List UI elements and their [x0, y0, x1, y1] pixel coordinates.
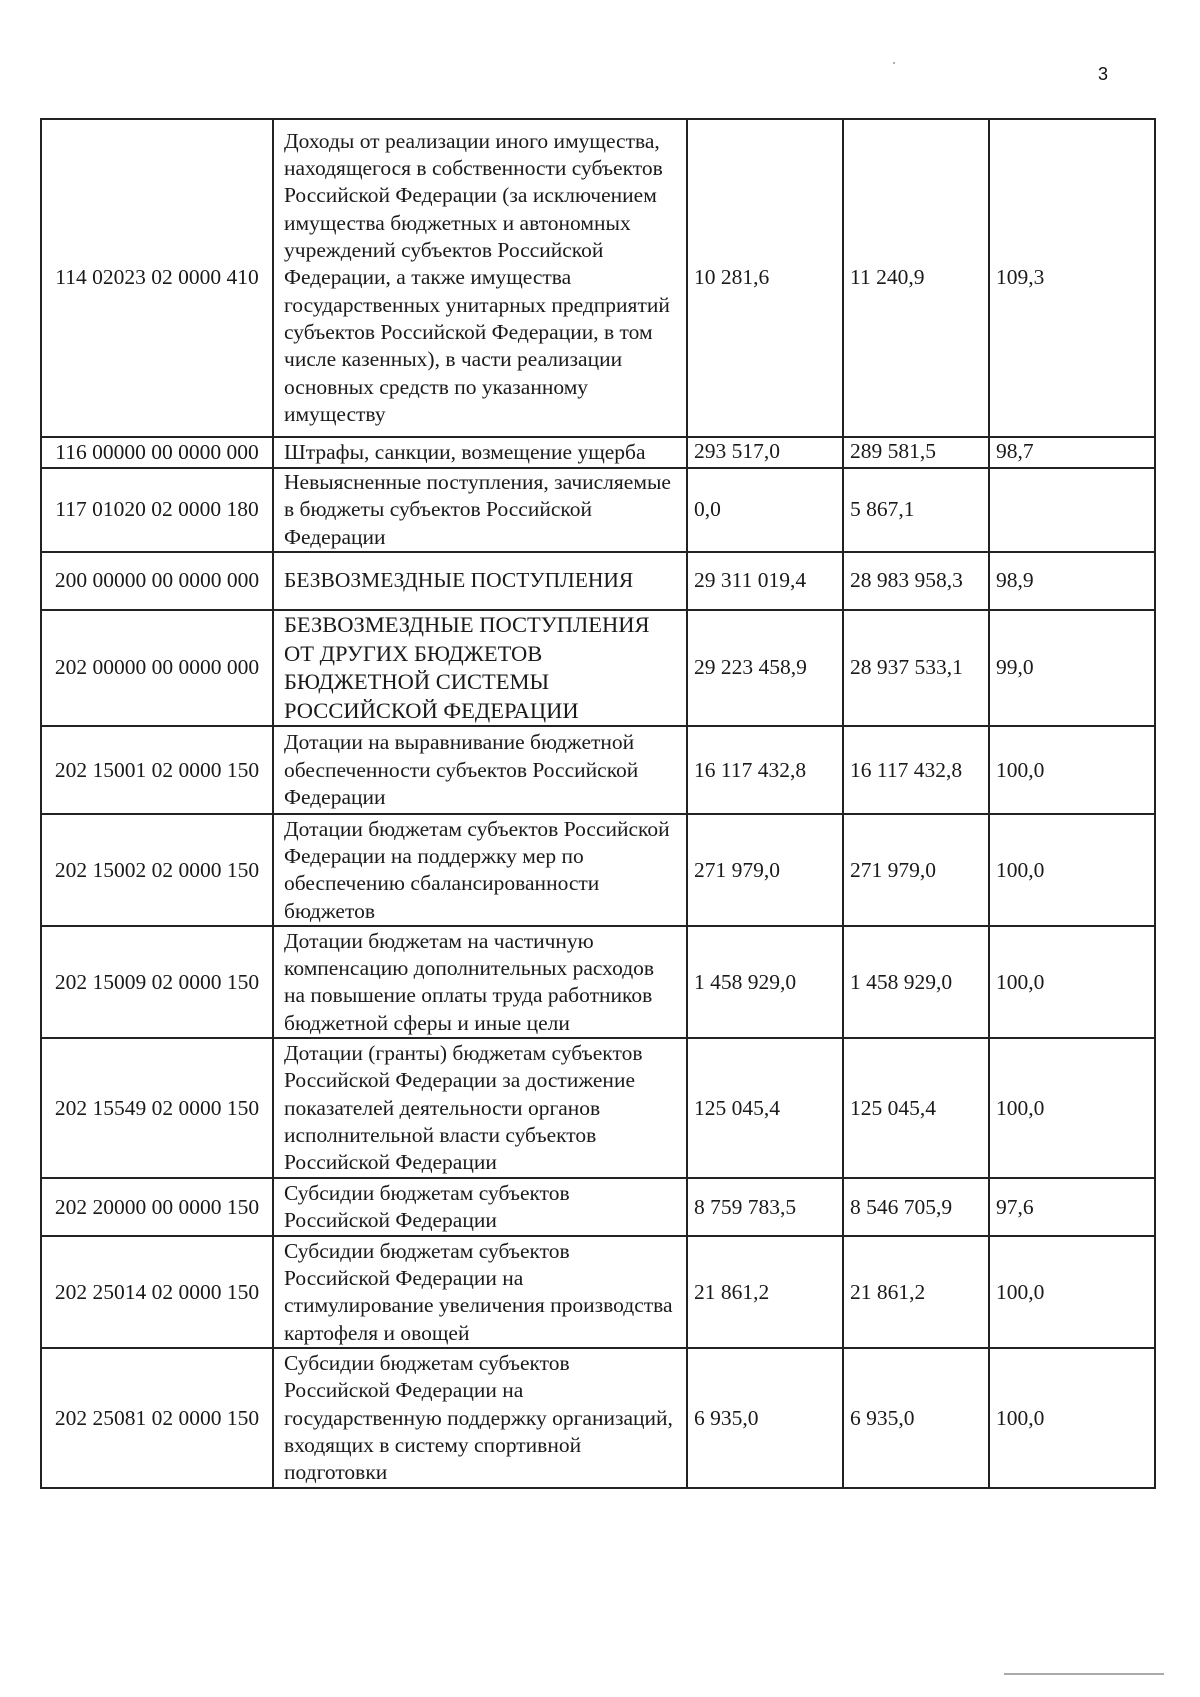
row-actual: 21 861,2 — [843, 1236, 989, 1348]
row-percent: 100,0 — [989, 814, 1155, 926]
row-code: 202 15549 02 0000 150 — [41, 1038, 273, 1178]
row-actual — [843, 119, 989, 437]
table-row — [41, 814, 1155, 926]
row-code: 202 15001 02 0000 150 — [41, 726, 273, 814]
row-code: 114 02023 02 0000 410 — [41, 119, 273, 437]
table-row — [41, 726, 1155, 814]
row-actual: 16 117 432,8 — [843, 726, 989, 814]
row-actual: 1 458 929,0 — [843, 926, 989, 1038]
row-code: 202 15002 02 0000 150 — [41, 814, 273, 926]
row-percent: 100,0 — [989, 1348, 1155, 1488]
row-plan: 6 935,0 — [687, 1348, 843, 1488]
row-name: Дотации на выравнивание бюджетной обеспеченности субъектов Российской Федерации — [273, 726, 687, 814]
row-percent: 100,0 — [989, 1236, 1155, 1348]
page-number: 3 — [1098, 64, 1109, 84]
table-row — [41, 926, 1155, 1038]
row-actual: 8 546 705,9 — [843, 1178, 989, 1236]
row-code: 200 00000 00 0000 000 — [41, 552, 273, 610]
row-name: Дотации бюджетам субъектов Российской Федерации на поддержку мер по обеспечению сбалансированности бюджетов — [273, 814, 687, 926]
row-percent: 97,6 — [989, 1178, 1155, 1236]
table-row — [41, 552, 1155, 610]
row-plan: 293 517,0 — [687, 437, 843, 468]
row-code: 116 00000 00 0000 000 — [41, 437, 273, 468]
row-actual: 28 937 533,1 — [843, 610, 989, 726]
row-actual: 125 045,4 — [843, 1038, 989, 1178]
row-percent: 98,9 — [989, 552, 1155, 610]
row-plan: 0,0 — [687, 468, 843, 552]
row-name: БЕЗВОЗМЕЗДНЫЕ ПОСТУПЛЕНИЯ ОТ ДРУГИХ БЮДЖЕТОВ БЮДЖЕТНОЙ СИСТЕМЫ РОССИЙСКОЙ ФЕДЕРАЦИИ — [273, 610, 687, 726]
row-actual: 289 581,5 — [843, 437, 989, 468]
table-row — [41, 119, 1155, 437]
row-percent — [989, 468, 1155, 552]
budget-revenue-table — [40, 118, 1156, 1489]
scan-edge-line — [1004, 1673, 1164, 1675]
row-plan: 16 117 432,8 — [687, 726, 843, 814]
row-percent: 109,3 — [989, 119, 1155, 437]
row-actual-value: 11 240,9 — [850, 265, 925, 290]
row-plan-value: 10 281,6 — [694, 265, 770, 290]
row-actual: 271 979,0 — [843, 814, 989, 926]
row-name: Субсидии бюджетам субъектов Российской Федерации на государственную поддержку организаций, входящих в систему спортивной подготовки — [273, 1348, 687, 1488]
row-plan — [687, 119, 843, 437]
table-row — [41, 437, 1155, 468]
table-row — [41, 610, 1155, 726]
row-name: Невыясненные поступления, зачисляемые в бюджеты субъектов Российской Федерации — [273, 468, 687, 552]
row-code: 202 20000 00 0000 150 — [41, 1178, 273, 1236]
table-row — [41, 1038, 1155, 1178]
row-name: Субсидии бюджетам субъектов Российской Федерации — [273, 1178, 687, 1236]
row-actual: 28 983 958,3 — [843, 552, 989, 610]
row-plan: 29 223 458,9 — [687, 610, 843, 726]
row-plan: 271 979,0 — [687, 814, 843, 926]
row-plan: 1 458 929,0 — [687, 926, 843, 1038]
row-plan: 8 759 783,5 — [687, 1178, 843, 1236]
table-row — [41, 1236, 1155, 1348]
row-percent: 100,0 — [989, 726, 1155, 814]
row-name: Доходы от реализации иного имущества, находящегося в собственности субъектов Российской Федерации (за исключением имущества бюджетных и автономных учреждений субъектов Российской Федерации, а также имущества государственных унитарных предприятий субъектов Российской Федерации, в том числе казенных), в части реализации основных средств по указанному имуществу — [273, 119, 687, 437]
table-row — [41, 468, 1155, 552]
row-percent: 99,0 — [989, 610, 1155, 726]
row-code: 202 15009 02 0000 150 — [41, 926, 273, 1038]
row-name: Дотации (гранты) бюджетам субъектов Российской Федерации за достижение показателей деятельности органов исполнительной власти субъектов Российской Федерации — [273, 1038, 687, 1178]
table-row — [41, 1178, 1155, 1236]
row-code: 202 25081 02 0000 150 — [41, 1348, 273, 1488]
row-code: 202 00000 00 0000 000 — [41, 610, 273, 726]
row-code: 202 25014 02 0000 150 — [41, 1236, 273, 1348]
row-plan: 21 861,2 — [687, 1236, 843, 1348]
row-actual: 5 867,1 — [843, 468, 989, 552]
row-percent: 100,0 — [989, 1038, 1155, 1178]
row-name: Дотации бюджетам на частичную компенсацию дополнительных расходов на повышение оплаты труда работников бюджетной сферы и иные цели — [273, 926, 687, 1038]
row-actual: 6 935,0 — [843, 1348, 989, 1488]
row-plan: 29 311 019,4 — [687, 552, 843, 610]
scan-speck — [893, 62, 895, 64]
row-name: Штрафы, санкции, возмещение ущерба — [273, 437, 687, 468]
table-row — [41, 1348, 1155, 1488]
row-percent: 100,0 — [989, 926, 1155, 1038]
row-name: БЕЗВОЗМЕЗДНЫЕ ПОСТУПЛЕНИЯ — [273, 552, 687, 610]
row-name: Субсидии бюджетам субъектов Российской Федерации на стимулирование увеличения производства картофеля и овощей — [273, 1236, 687, 1348]
row-plan: 125 045,4 — [687, 1038, 843, 1178]
row-percent: 98,7 — [989, 437, 1155, 468]
row-code: 117 01020 02 0000 180 — [41, 468, 273, 552]
